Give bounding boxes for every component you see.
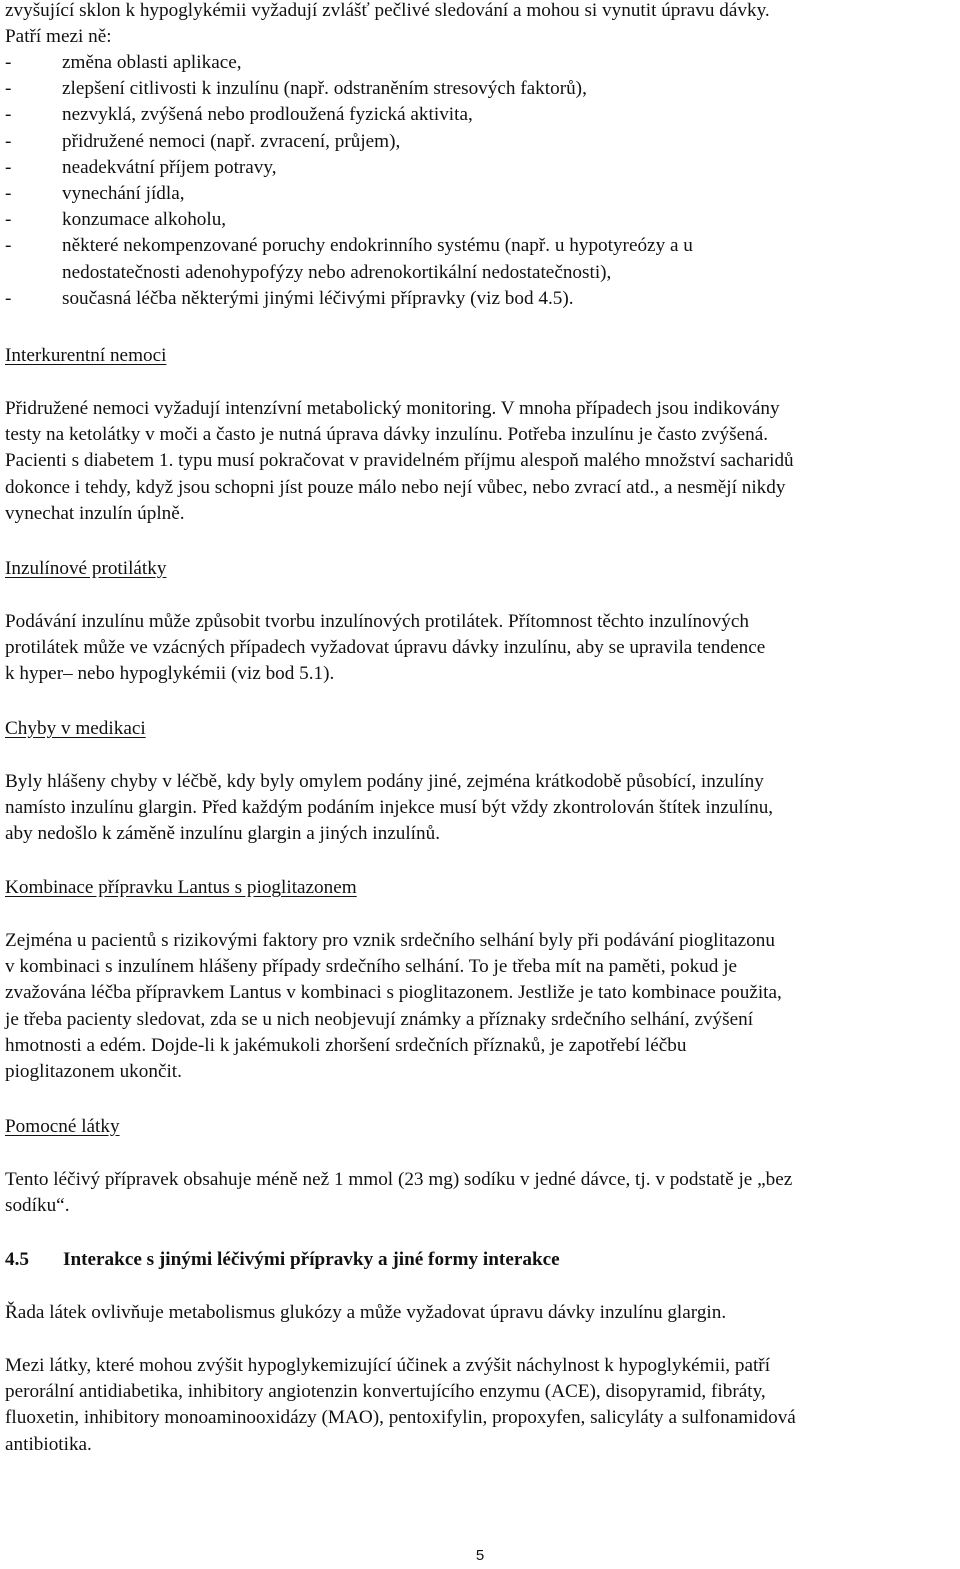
list-dash: -: [5, 235, 12, 257]
list-dash: -: [5, 183, 12, 205]
section-heading: Pomocné látky: [5, 1116, 120, 1137]
paragraph-line: protilátek může ve vzácných případech vyžadovat úpravu dávky inzulínu, aby se upravila tendence: [5, 637, 766, 659]
intro-line: zvyšující sklon k hypoglykémii vyžadují zvlášť pečlivé sledování a mohou si vynutit úpravu dávky.: [5, 0, 770, 21]
paragraph-line: Řada látek ovlivňuje metabolismus glukózy a může vyžadovat úpravu dávky inzulínu glargin.: [5, 1302, 727, 1323]
section-title: Interakce s jinými léčivými přípravky a jiné formy interakce: [63, 1249, 560, 1270]
list-item: - přidružené nemoci (např. zvracení, průjem),: [5, 129, 693, 155]
section-kombinace-lantus: [5, 875, 357, 901]
section-heading: Chyby v medikaci: [5, 718, 146, 739]
paragraph-line: testy na ketolátky v moči a často je nutná úprava dávky inzulínu. Potřeba inzulínu je často zvýšená.: [5, 424, 769, 446]
paragraph-line: Tento léčivý přípravek obsahuje méně než 1 mmol (23 mg) sodíku v jedné dávce, tj. v podstatě je „bez: [5, 1169, 793, 1190]
list-dash: -: [5, 130, 12, 152]
list-dash: -: [5, 287, 12, 309]
paragraph-line: v kombinaci s inzulínem hlášeny případy srdečního selhání. To je třeba mít na paměti, pokud je: [5, 956, 738, 978]
list-item: - současná léčba některými jinými léčivými přípravky (viz bod 4.5).: [5, 286, 693, 312]
paragraph-line: Byly hlášeny chyby v léčbě, kdy byly omylem podány jiné, zejména krátkodobě působící, inzulíny: [5, 771, 764, 792]
page-number: 5: [475, 1547, 485, 1564]
paragraph-line: aby nedošlo k záměně inzulínu glargin a jiných inzulínů.: [5, 823, 440, 845]
paragraph-line: Podávání inzulínu může způsobit tvorbu inzulínových protilátek. Přítomnost těchto inzulínových: [5, 611, 749, 632]
paragraph-line: fluoxetin, inhibitory monoaminooxidázy (MAO), pentoxifylin, propoxyfen, salicyláty a sulfonamidová: [5, 1407, 796, 1429]
paragraph-line: antibiotika.: [5, 1433, 92, 1455]
list-dash: -: [5, 156, 12, 178]
section-heading: Kombinace přípravku Lantus s pioglitazonem: [5, 877, 357, 898]
section-chyby-v-medikaci: [5, 716, 146, 742]
list-item: - konzumace alkoholu,: [5, 207, 693, 233]
list-item: - některé nekompenzované poruchy endokrinního systému (např. u hypotyreózy a u nedostatečnosti adenohypofýzy nebo adrenokortikální nedostatečnosti),: [5, 235, 693, 283]
paragraph-line: Mezi látky, které mohou zvýšit hypoglykemizující účinek a zvýšit náchylnost k hypoglykémii, patří: [5, 1355, 771, 1376]
section-paragraph: [5, 396, 794, 527]
section-inzulinove-protilatky: [5, 556, 166, 582]
list-dash: -: [5, 209, 12, 231]
paragraph-line: namísto inzulínu glargin. Před každým podáním injekce musí být vždy zkontrolován štítek inzulínu,: [5, 797, 774, 819]
section-paragraph: [5, 609, 765, 688]
list-dash: -: [5, 104, 12, 126]
list-item: - nezvyklá, zvýšená nebo prodloužená fyzická aktivita,: [5, 102, 693, 128]
paragraph-line: Přidružené nemoci vyžadují intenzívní metabolický monitoring. V mnoha případech jsou indikovány: [5, 398, 780, 419]
paragraph-line: Zejména u pacientů s rizikovými faktory pro vznik srdečního selhání byly při podávání pioglitazonu: [5, 930, 775, 951]
list-item: - vynechání jídla,: [5, 181, 693, 207]
factor-list: [5, 50, 693, 312]
list-dash: -: [5, 78, 12, 100]
section-4-5-heading: [5, 1247, 560, 1273]
section-pomocne-latky: [5, 1114, 120, 1140]
intro-paragraph: [5, 0, 770, 50]
list-item: - neadekvátní příjem potravy,: [5, 155, 693, 181]
paragraph-line: vynechat inzulín úplně.: [5, 502, 185, 524]
paragraph-line: zvažována léčba přípravkem Lantus v kombinaci s pioglitazonem. Jestliže je tato kombinace použita,: [5, 982, 782, 1004]
section-paragraph: [5, 1167, 792, 1219]
paragraph-line: sodíku“.: [5, 1195, 70, 1217]
paragraph-line: dokonce i tehdy, když jsou schopni jíst pouze málo nebo nejí vůbec, nebo zvrací atd., a nesmějí nikdy: [5, 476, 786, 498]
list-item: - zlepšení citlivosti k inzulínu (např. odstraněním stresových faktorů),: [5, 76, 693, 102]
section-heading: Inzulínové protilátky: [5, 558, 167, 579]
paragraph-line: hmotnosti a edém. Dojde-li k jakémukoli zhoršení srdečních příznaků, je zapotřebí léčbu: [5, 1034, 687, 1056]
section-paragraph: [5, 1353, 796, 1458]
paragraph-line: pioglitazonem ukončit.: [5, 1061, 182, 1083]
paragraph-line: Pacienti s diabetem 1. typu musí pokračovat v pravidelném příjmu alespoň malého množství sacharidů: [5, 450, 794, 472]
paragraph-line: perorální antidiabetika, inhibitory angiotenzin konvertujícího enzymu (ACE), disopyramid, fibráty,: [5, 1381, 766, 1403]
section-heading: Interkurentní nemoci: [5, 345, 167, 366]
intro-line: Patří mezi ně:: [5, 26, 112, 48]
section-paragraph: [5, 769, 773, 848]
paragraph-line: je třeba pacienty sledovat, zda se u nich neobjevují známky a příznaky srdečního selhání, zvýšení: [5, 1008, 754, 1030]
list-dash: -: [5, 52, 12, 73]
paragraph-line: k hyper– nebo hypoglykémii (viz bod 5.1).: [5, 663, 335, 685]
section-paragraph: [5, 1300, 726, 1326]
section-interkurentni-nemoci: [5, 343, 166, 369]
list-item: - změna oblasti aplikace,: [5, 50, 693, 76]
section-number: 4.5: [5, 1249, 29, 1270]
section-paragraph: [5, 928, 782, 1085]
